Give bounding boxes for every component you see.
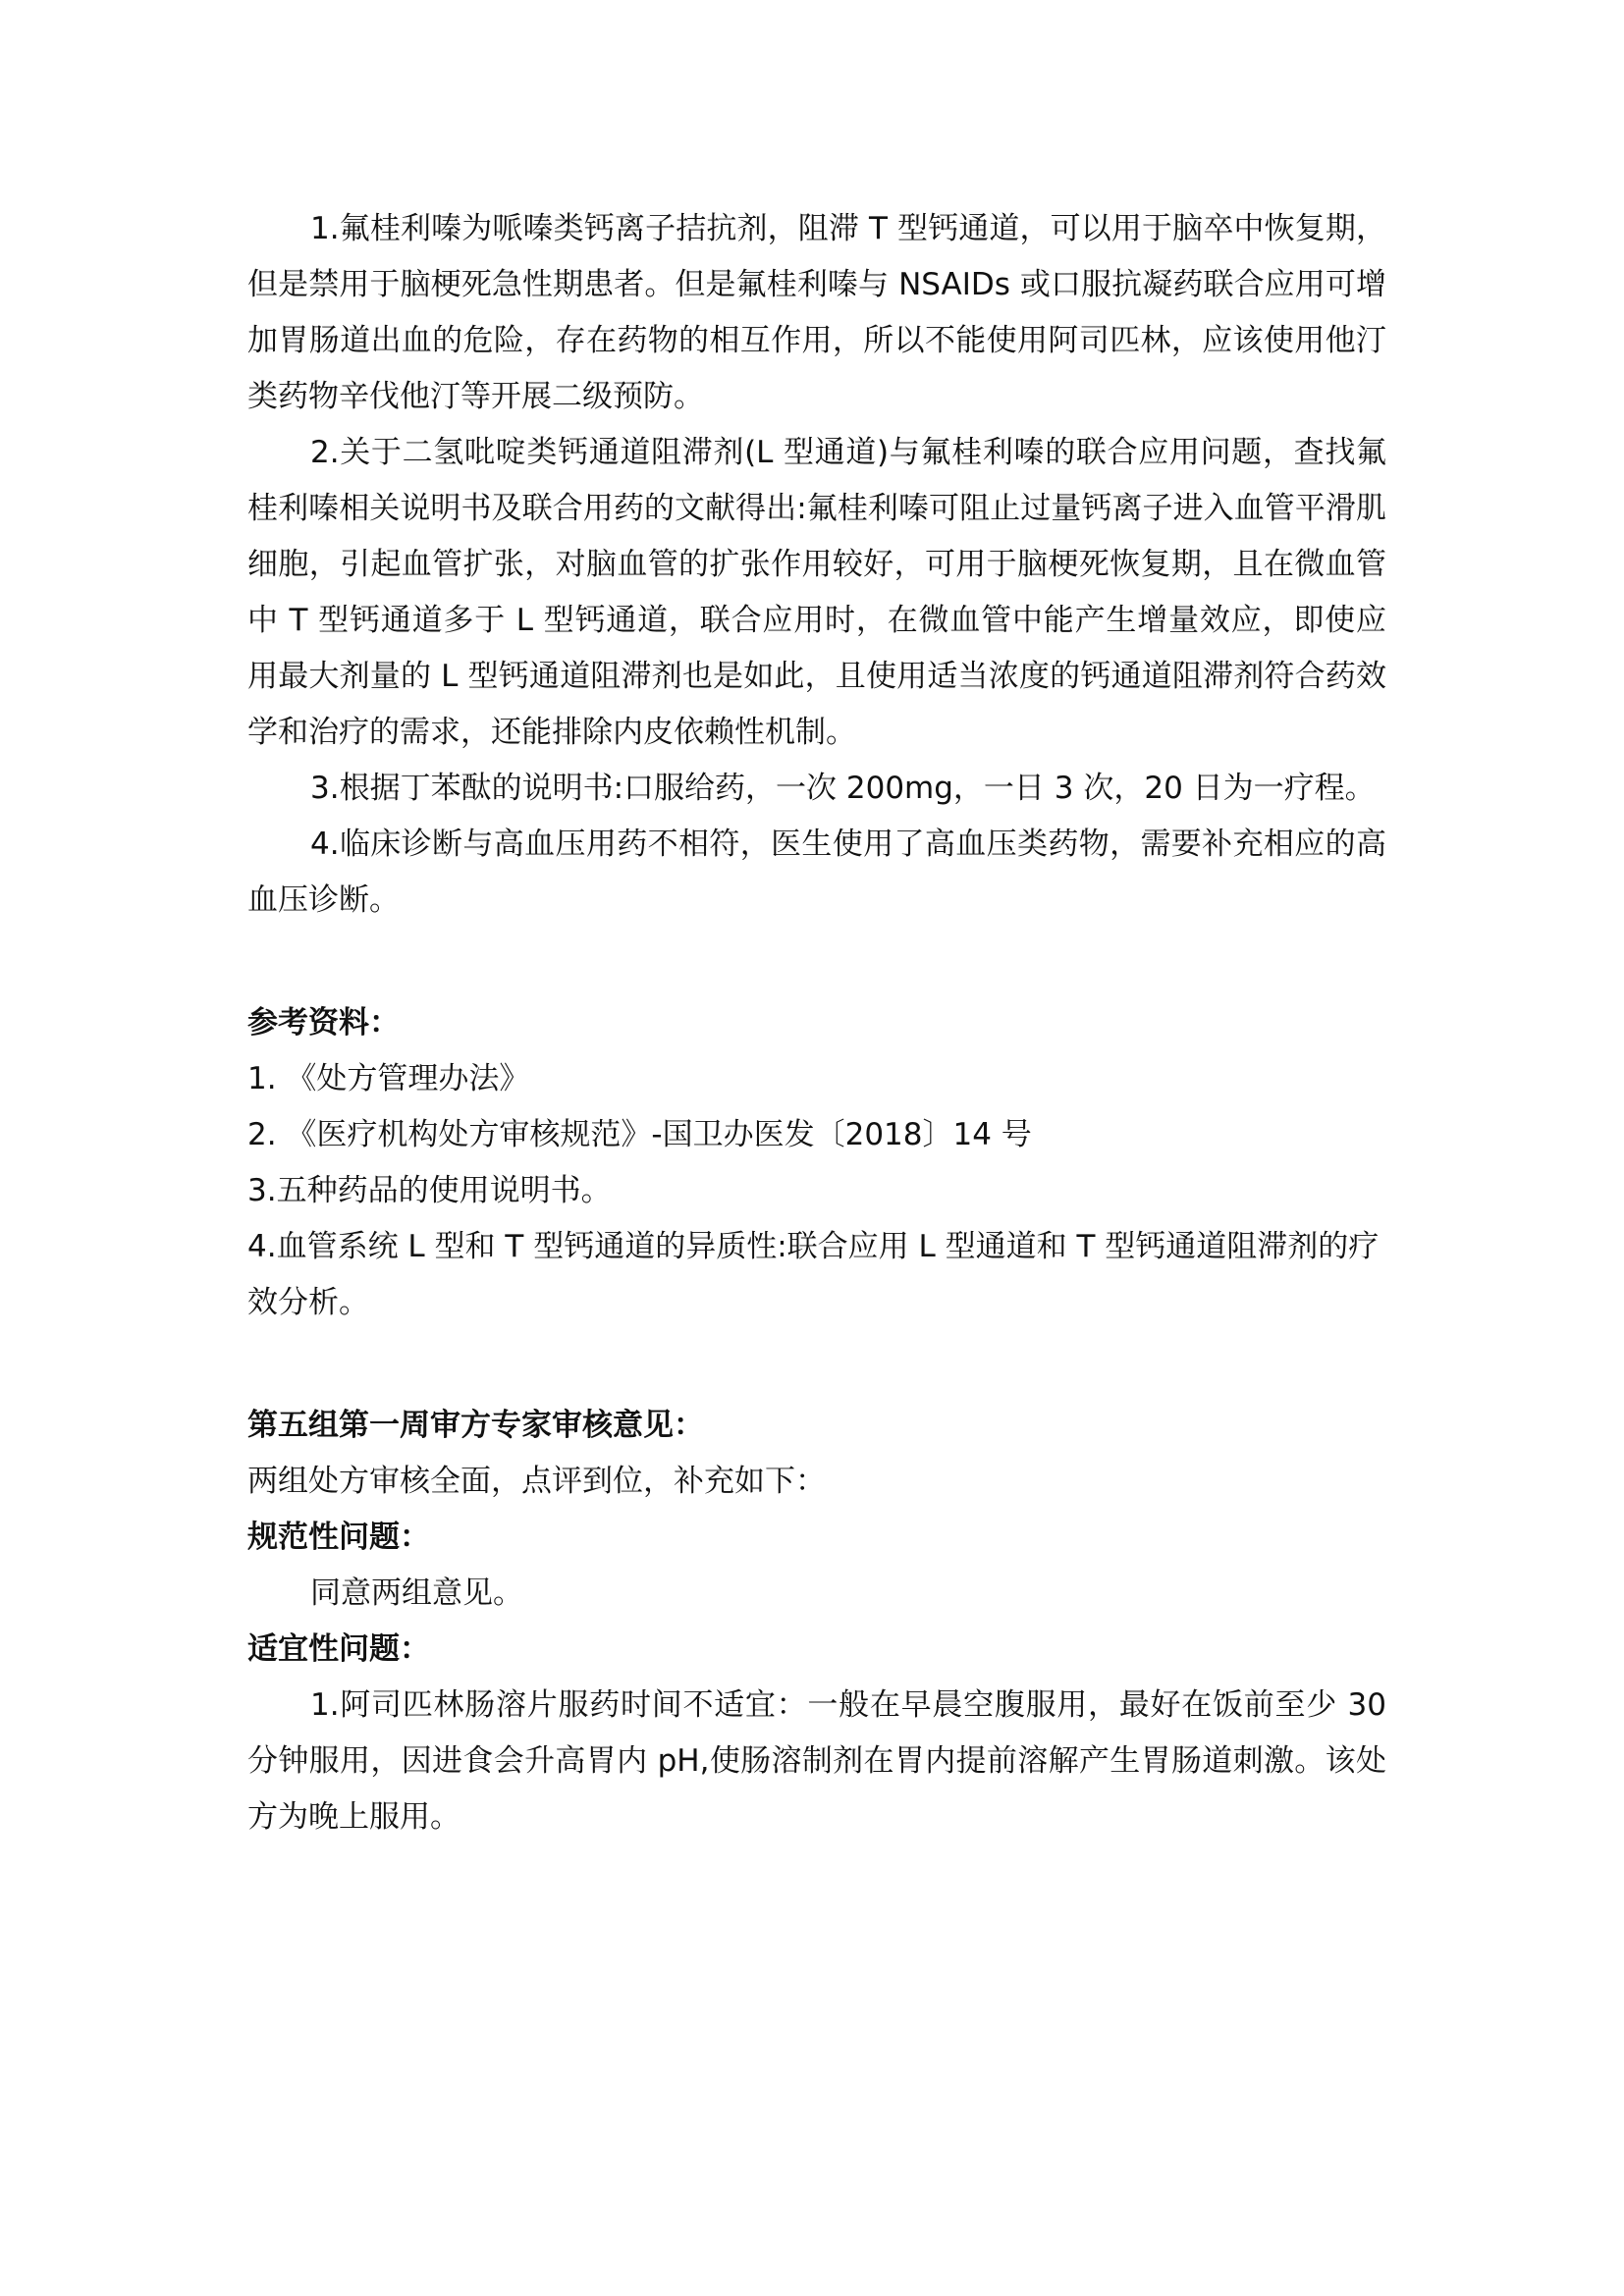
suitability-item-1: 1.阿司匹林肠溶片服药时间不适宜：一般在早晨空腹服用，最好在饭前至少 30 分钟服用，因进食会升高胃内 pH,使肠溶制剂在胃内提前溶解产生胃肠道刺激。该处方为晚上服用。	[247, 1687, 1386, 1835]
expert-title: 第五组第一周审方专家审核意见：	[247, 1408, 704, 1443]
analysis-item-2: 2.关于二氢吡啶类钙通道阻滞剂(L 型通道)与氟桂利嗪的联合应用问题，查找氟桂利嗪相关说明书及联合用药的文献得出:氟桂利嗪可阻止过量钙离子进入血管平滑肌细胞，引起血管扩张，对脑血管的扩张作用较好，可用于脑梗死恢复期，且在微血管中 T 型钙通道多于 L 型钙通道，联合应用时，在微血管中能产生增量效应，即使应用最大剂量的 L 型钙通道阻滞剂也是如此，且使用适当浓度的钙通道阻滞剂符合药效学和治疗的需求，还能排除内皮依赖性机制。	[247, 435, 1386, 750]
suitability-title: 适宜性问题：	[247, 1631, 430, 1667]
reference-item-3: 3.五种药品的使用说明书。	[247, 1173, 612, 1208]
analysis-item-1: 1.氟桂利嗪为哌嗪类钙离子拮抗剂，阻滞 T 型钙通道，可以用于脑卒中恢复期，但是禁用于脑梗死急性期患者。但是氟桂利嗪与 NSAIDs 或口服抗凝药联合应用可增加胃肠道出血的危险，存在药物的相互作用，所以不能使用阿司匹林，应该使用他汀类药物辛伐他汀等开展二级预防。	[247, 211, 1386, 414]
references-section	[247, 995, 1386, 1331]
reference-item-1: 1. 《处方管理办法》	[247, 1061, 530, 1096]
document-body	[247, 201, 1386, 1845]
reference-item-2: 2. 《医疗机构处方审核规范》-国卫办医发〔2018〕14 号	[247, 1117, 1032, 1152]
reference-item-4: 4.血管系统 L 型和 T 型钙通道的异质性:联合应用 L 型通道和 T 型钙通道阻滞剂的疗效分析。	[247, 1229, 1380, 1320]
expert-summary: 两组处方审核全面，点评到位，补充如下：	[247, 1464, 826, 1499]
standard-text: 同意两组意见。	[310, 1575, 523, 1611]
spacer	[247, 929, 1386, 995]
references-title: 参考资料：	[247, 1005, 400, 1041]
expert-section	[247, 1398, 1386, 1845]
analysis-item-3: 3.根据丁苯酞的说明书:口服给药，一次 200mg，一日 3 次，20 日为一疗程。	[310, 771, 1376, 806]
analysis-section	[247, 201, 1386, 929]
spacer	[247, 1331, 1386, 1398]
analysis-item-4: 4.临床诊断与高血压用药不相符，医生使用了高血压类药物，需要补充相应的高血压诊断。	[247, 827, 1386, 918]
standard-title: 规范性问题：	[247, 1520, 430, 1555]
